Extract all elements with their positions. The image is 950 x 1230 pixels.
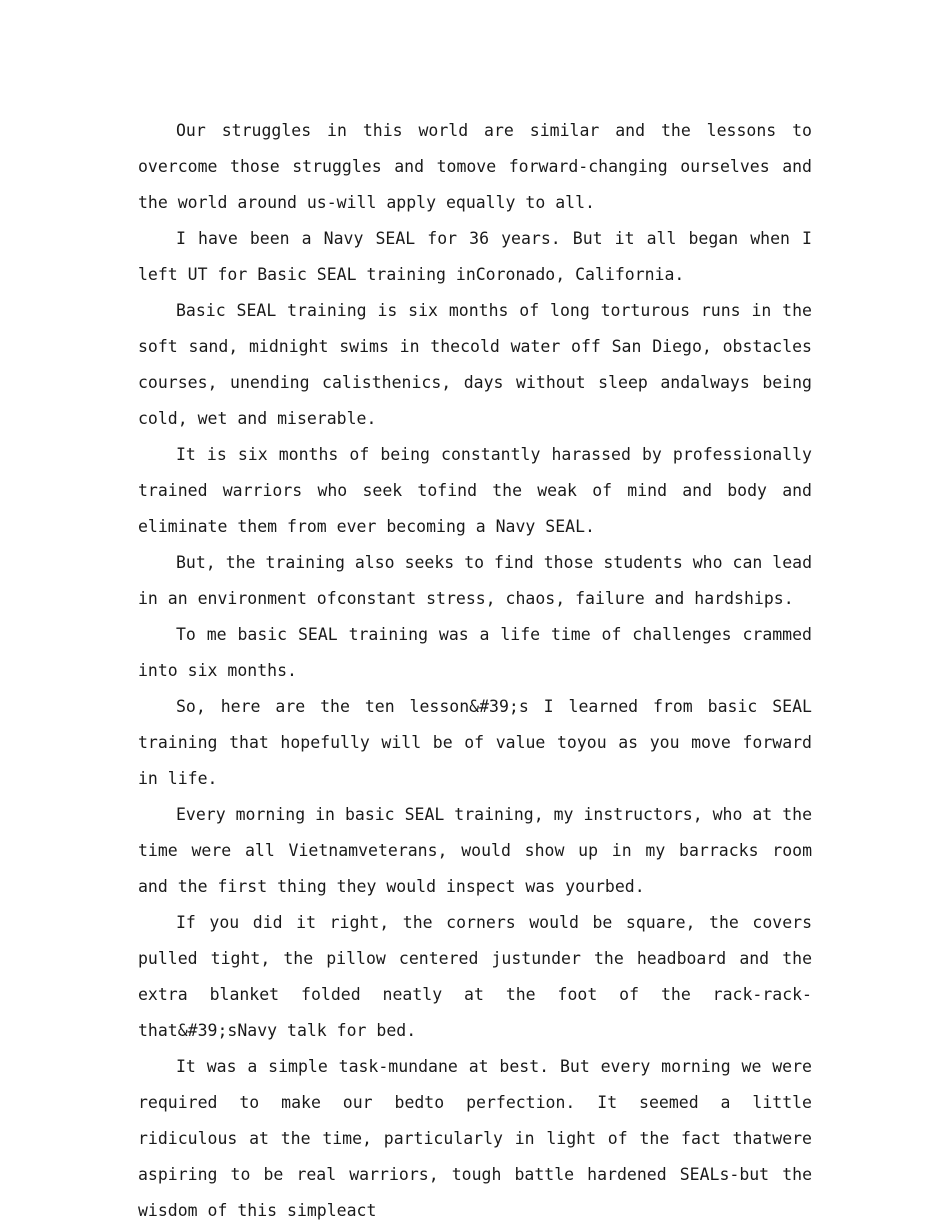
paragraph-9: If you did it right, the corners would be square, the covers pulled tight, the pillow centered justunder the headboard and the extra blanket folded neatly at the foot of the rack-rack-that&#39;sNavy talk for bed. [138, 913, 812, 1040]
paragraph-2: I have been a Navy SEAL for 36 years. But it all began when I left UT for Basic SEAL training inCoronado, California. [138, 229, 812, 284]
paragraph-4: It is six months of being constantly harassed by professionally trained warriors who seek tofind the weak of mind and body and eliminate them from ever becoming a Navy SEAL. [138, 445, 812, 536]
paragraph-3: Basic SEAL training is six months of long torturous runs in the soft sand, midnight swims in thecold water off San Diego, obstacles courses, unending calisthenics, days without sleep andalways being cold, wet and miserable. [138, 301, 812, 428]
paragraph-7: So, here are the ten lesson&#39;s I learned from basic SEAL training that hopefully will be of value toyou as you move forward in life. [138, 697, 812, 788]
paragraph-1: Our struggles in this world are similar and the lessons to overcome those struggles and tomove forward-changing ourselves and the world around us-will apply equally to all. [138, 121, 812, 212]
paragraph-6: To me basic SEAL training was a life time of challenges crammed into six months. [138, 625, 812, 680]
paragraph-8: Every morning in basic SEAL training, my instructors, who at the time were all Vietnamveterans, would show up in my barracks room and the first thing they would inspect was yourbed. [138, 805, 812, 896]
document-page [138, 113, 812, 1229]
paragraph-10: It was a simple task-mundane at best. But every morning we were required to make our bedto perfection. It seemed a little ridiculous at the time, particularly in light of the fact thatwere aspiring to be real warriors, tough battle hardened SEALs-but the wisdom of this simpleact [138, 1057, 812, 1220]
paragraph-5: But, the training also seeks to find those students who can lead in an environment ofconstant stress, chaos, failure and hardships. [138, 553, 812, 608]
